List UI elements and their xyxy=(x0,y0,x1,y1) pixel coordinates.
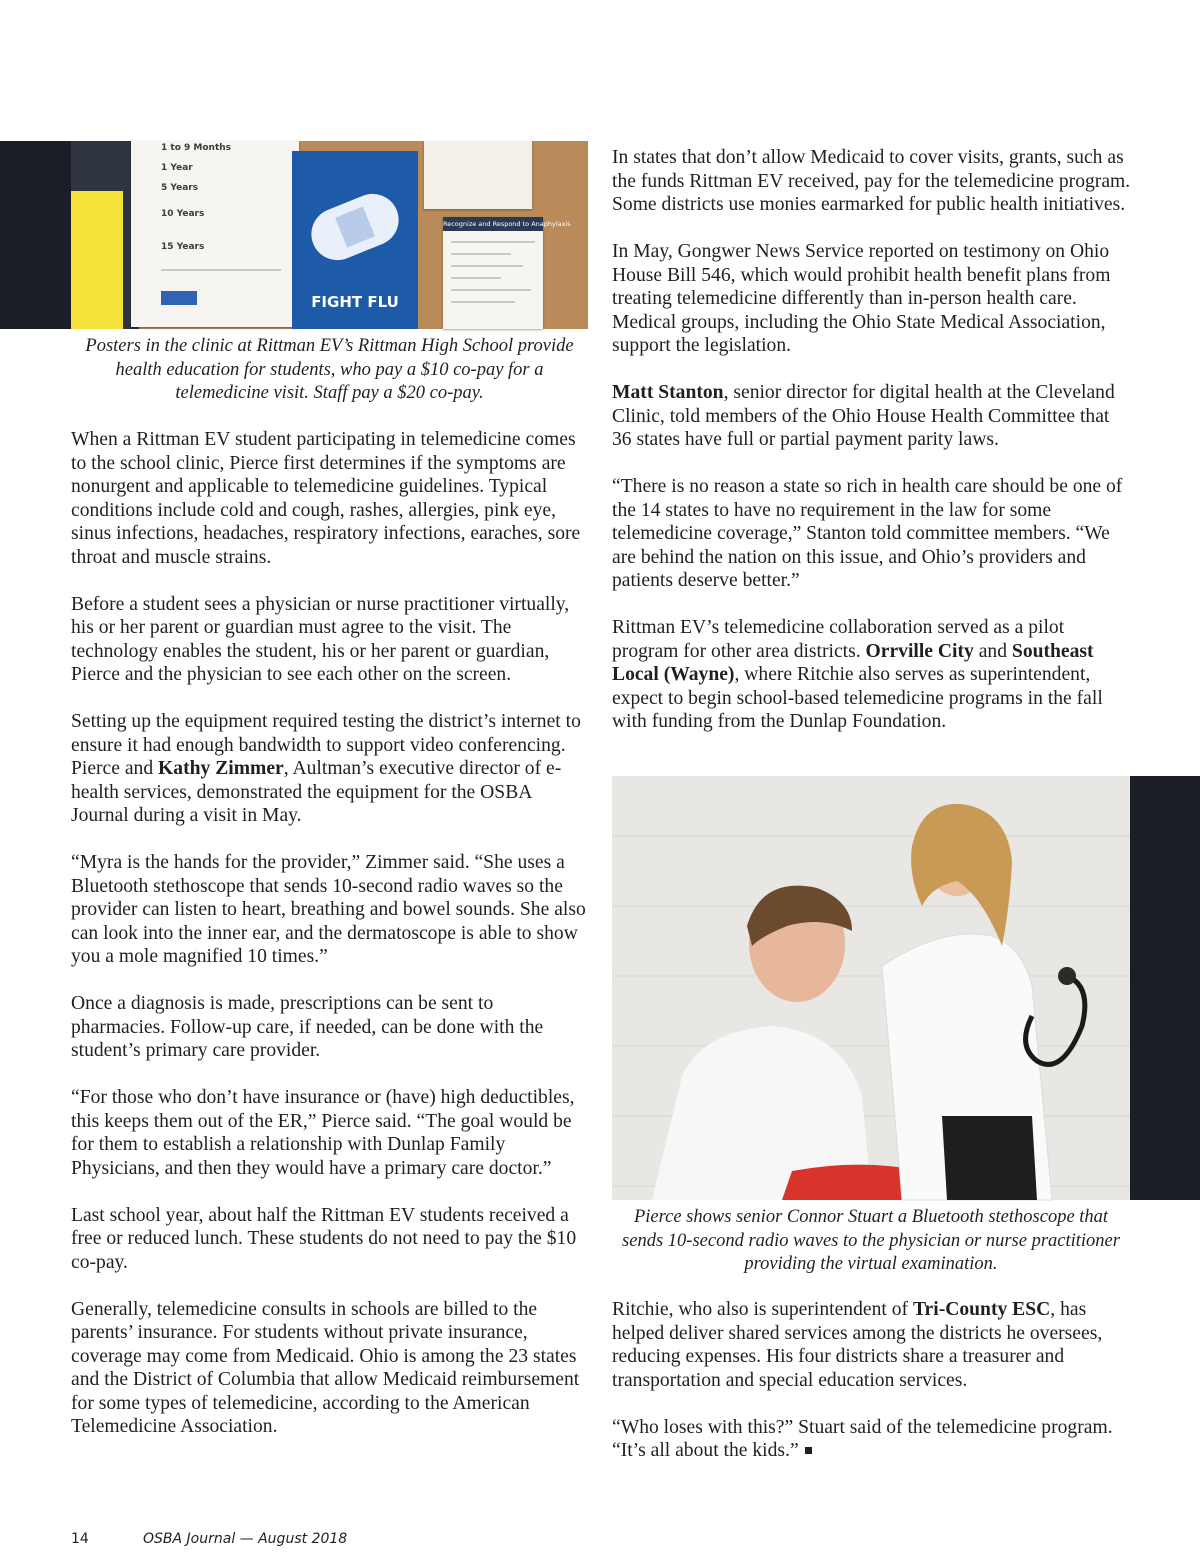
top-photo-caption: Posters in the clinic at Rittman EV’s Rittman High School provide health education for students, who pay a $10 co-pay for a telemedicine visit. Staff pay a $20 co-pay. xyxy=(85,336,574,403)
poster-rule xyxy=(451,301,515,303)
left-accent-bar xyxy=(0,141,71,329)
poster-heading-3: 5 Years xyxy=(161,183,199,193)
esc-name: Tri-County ESC xyxy=(912,1299,1051,1320)
poster-logo xyxy=(161,291,197,305)
photo-illustration xyxy=(612,776,1130,1200)
person-name: Kathy Zimmer xyxy=(158,758,284,779)
poster-heading-2: 1 Year xyxy=(161,163,193,173)
right-column-top xyxy=(612,146,1132,757)
paragraph: “Myra is the hands for the provider,” Zimmer said. “She uses a Bluetooth stethoscope that sends 10-second radio waves so the provider can listen to heart, breathing and bowel sounds. She also can look into the inner ear, and the dermatoscope is able to show you a mole magnified 10 times.” xyxy=(71,852,586,967)
text-run: “Who loses with this?” Stuart said of the telemedicine program. “It’s all about the kids.” xyxy=(612,1416,1113,1461)
paragraph: “For those who don’t have insurance or (have) high deductibles, this keeps them out of the ER,” Pierce said. “The goal would be for them to establish a relationship with Dunlap Family Physicians, and then they would have a primary care doctor.” xyxy=(71,1087,575,1179)
paragraph: When a Rittman EV student participating in telemedicine comes to the school clinic, Pierce first determines if the symptoms are nonurgent and applicable to telemedicine guidelines. Typical conditions include cold and cough, rashes, allergies, pink eye, sinus infections, headaches, respiratory infections, earaches, sore throat and muscle strains. xyxy=(71,429,581,568)
nurse-hair xyxy=(911,804,1012,946)
paragraph xyxy=(612,1298,1132,1392)
district-name: Southeast Local (Wayne) xyxy=(612,640,1094,685)
poster-heading-4: 10 Years xyxy=(161,209,205,219)
quitting-poster xyxy=(131,141,299,327)
text-run: and xyxy=(973,640,1012,662)
flu-poster-label: FIGHT FLU xyxy=(311,293,399,311)
paragraph: Last school year, about half the Rittman EV students received a free or reduced lunch. These students do not need to pay the $10 co-pay. xyxy=(71,1204,577,1273)
poster-photo xyxy=(71,141,588,329)
nurse-pants xyxy=(942,1116,1037,1200)
paragraph: Once a diagnosis is made, prescriptions can be sent to pharmacies. Follow-up care, if needed, can be done with the student’s primary care provider. xyxy=(71,993,544,1061)
page-footer xyxy=(71,1531,347,1547)
paragraph: “There is no reason a state so rich in health care should be one of the 14 states to have no requirement in the law for some telemedicine coverage,” Stanton told committee members. “We are behind the nation on this issue, and Ohio’s providers and patients deserve better.” xyxy=(612,476,1123,591)
text-run: Ritchie, who also is superintendent of xyxy=(612,1299,913,1320)
text-run: Rittman EV’s telemedicine collaboration served as a pilot program for other area districts. xyxy=(612,617,1065,662)
stethoscope-photo xyxy=(612,776,1130,1200)
publication-line: OSBA Journal — August 2018 xyxy=(143,1531,348,1547)
poster-rule xyxy=(451,241,535,243)
person-name: Matt Stanton xyxy=(612,382,724,403)
paragraph: In May, Gongwer News Service reported on testimony on Ohio House Bill 546, which would prohibit health benefit plans from treating telemedicine differently than in-person health care. Medical groups, including the Ohio State Medical Association, support the legislation. xyxy=(612,241,1111,356)
yellow-paper xyxy=(71,191,123,329)
text-run: , where Ritchie also serves as superintendent, expect to begin school-based telemedicine programs in the fall with funding from the Dunlap Foundation. xyxy=(612,664,1103,732)
stethoscope-chestpiece xyxy=(1058,967,1076,985)
text-run: , senior director for digital health at the Cleveland Clinic, told members of the Ohio House Health Committee that 36 states have full or partial payment parity laws. xyxy=(612,382,1115,450)
right-column-bottom xyxy=(612,1298,1132,1486)
paragraph: Before a student sees a physician or nurse practitioner virtually, his or her parent or guardian must agree to the visit. The technology enables the student, his or her parent or guardian, Pierce and the physician to see each other on the screen. xyxy=(71,593,570,685)
paragraph: In states that don’t allow Medicaid to cover visits, grants, such as the funds Rittman EV received, pay for the telemedicine program. Some districts use monies earmarked for public health initiatives. xyxy=(612,147,1131,215)
poster-rule xyxy=(451,289,531,291)
anaphylaxis-poster xyxy=(443,217,571,329)
page-number: 14 xyxy=(71,1531,89,1547)
text-run: , Aultman’s executive director of e-health services, demonstrated the equipment for the OSBA Journal during a visit in May. xyxy=(71,758,562,826)
bottom-photo-caption: Pierce shows senior Connor Stuart a Bluetooth stethoscope that sends 10-second radio waves to the physician or nurse practitioner providing the virtual examination. xyxy=(622,1207,1120,1274)
poster-rule xyxy=(161,269,281,271)
end-mark-icon xyxy=(805,1447,812,1454)
paragraph xyxy=(612,381,1132,452)
district-name: Orrville City xyxy=(865,640,974,662)
paragraph xyxy=(71,710,591,828)
paragraph xyxy=(612,1416,1132,1463)
right-accent-bar xyxy=(1130,776,1200,1200)
flu-poster xyxy=(292,151,418,329)
poster-heading-1: 1 to 9 Months xyxy=(161,143,232,153)
poster-heading-5: 15 Years xyxy=(161,242,205,252)
poster-rule xyxy=(451,265,523,267)
left-column xyxy=(71,428,591,1462)
paragraph xyxy=(612,616,1132,734)
anaphylaxis-title: Recognize and Respond to Anaphylaxis xyxy=(443,217,543,231)
text-run: , has helped deliver shared services among the districts he oversees, reducing expenses. His four districts share a treasurer and transportation and special education services. xyxy=(612,1299,1103,1391)
certificate xyxy=(424,141,532,209)
text-run: Setting up the equipment required testing the district’s internet to ensure it had enough bandwidth to support video conferencing. Pierce and xyxy=(71,711,581,779)
paragraph: Generally, telemedicine consults in schools are billed to the parents’ insurance. For students without private insurance, coverage may come from Medicaid. Ohio is among the 23 states and the District of Columbia that allow Medicaid reimbursement for some types of telemedicine, according to the American Telemedicine Association. xyxy=(71,1298,580,1437)
poster-rule xyxy=(451,253,511,255)
poster-rule xyxy=(451,277,501,279)
